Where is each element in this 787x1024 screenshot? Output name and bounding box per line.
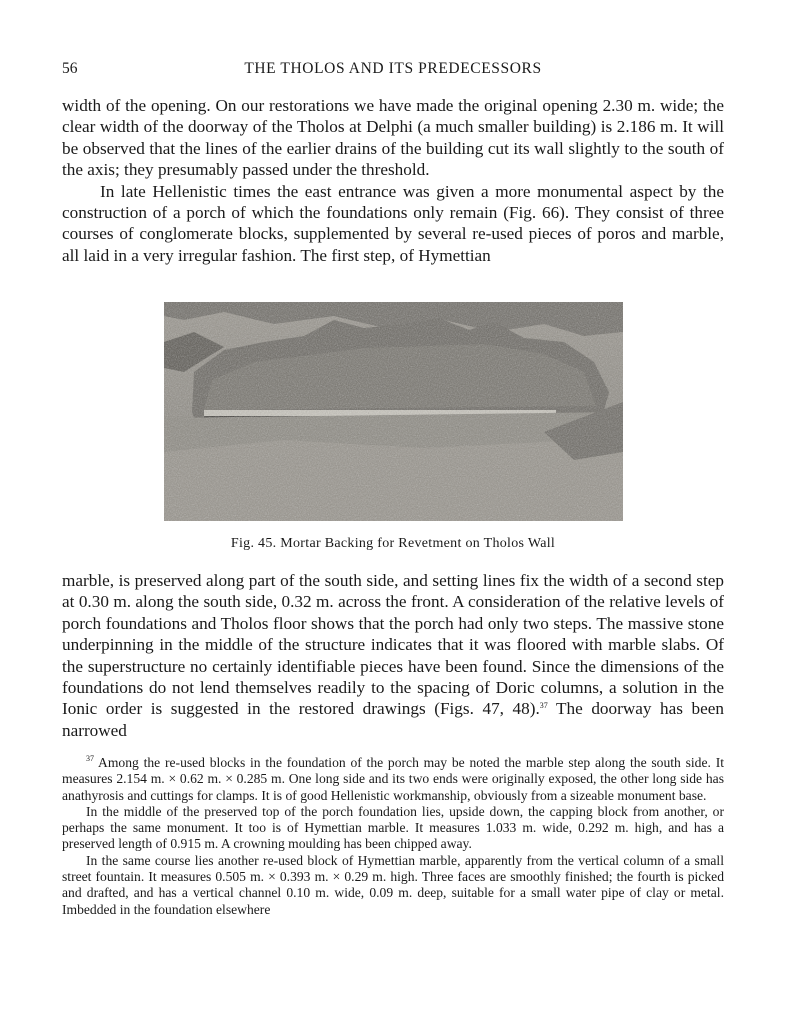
figure-caption: Fig. 45. Mortar Backing for Revetment on Tholos Wall: [230, 536, 556, 551]
footnote-text: Among the re-used blocks in the foundation of the porch may be noted the marble step along the south side. It measures 2.154 m. × 0.62 m. × 0.285 m. One long side and its two ends were originally exposed, the other long side has anathyrosis and cuttings for clamps. It is of good Hellenistic workmanship, obviously from a sizeable monument base.: [62, 755, 724, 803]
paragraph-text: marble, is preserved along part of the south side, and setting lines fix the width of a second step at 0.30 m. along the south side, 0.32 m. across the front. A consideration of the relative levels of porch foundations and Tholos floor shows that the porch had only two steps. The massive stone underpinning in the middle of the structure indicates that it was floored with marble slabs. Of the superstructure no certainly identifiable pieces have been found. Since the dimensions of the foundations do not lend themselves readily to the spacing of Doric columns, a solution in the Ionic order is suggested in the restored drawings (Figs. 47, 48).: [62, 571, 724, 719]
paragraph: width of the opening. On our restorations we have made the original opening 2.30 m. wide; the clear width of the doorway of the Tholos at Delphi (a much smaller building) is 2.186 m. It will be observed that the lines of the earlier drains of the building cut its wall slightly to the south of the axis; they presumably passed under the threshold.: [62, 96, 724, 180]
footnote-paragraph: In the same course lies another re-used block of Hymettian marble, apparently from the vertical column of a small street fountain. It measures 0.505 m. × 0.393 m. × 0.29 m. high. Three faces are smoothly finished; the fourth is picked and drafted, and has a vertical channel 0.10 m. wide, 0.09 m. deep, suitable for a small water pipe of clay or metal. Imbedded in the foundation elsewhere: [62, 852, 724, 917]
body-text-bottom: [62, 570, 724, 741]
paragraph: In late Hellenistic times the east entrance was given a more monumental aspect by the construction of a porch of which the foundations only remain (Fig. 66). They consist of three courses of conglomerate blocks, supplemented by several re-used pieces of poros and marble, all laid in a very irregular fashion. The first step, of Hymettian: [62, 181, 724, 265]
footnote-reference: 37: [539, 701, 548, 711]
paragraph: [62, 570, 724, 741]
footnote-number: 37: [86, 754, 94, 763]
running-title: THE THOLOS AND ITS PREDECESSORS: [244, 60, 542, 77]
page-number: 56: [62, 60, 78, 77]
page-header: [62, 60, 724, 82]
body-text-top: [62, 95, 724, 266]
footnote-paragraph: In the middle of the preserved top of the porch foundation lies, upside down, the capping block from another, or perhaps the same monument. It too is of Hymettian marble. It measures 1.033 m. wide, 0.292 m. high, and has a preserved length of 0.915 m. A crowning moulding has been chipped away.: [62, 803, 724, 852]
paragraph-text-tail: The doorway has been narrowed: [62, 699, 724, 740]
footnotes: [62, 755, 724, 918]
footnote: [62, 755, 724, 804]
figure-photo: [164, 302, 623, 521]
mortar-backing-photo: [164, 302, 623, 521]
